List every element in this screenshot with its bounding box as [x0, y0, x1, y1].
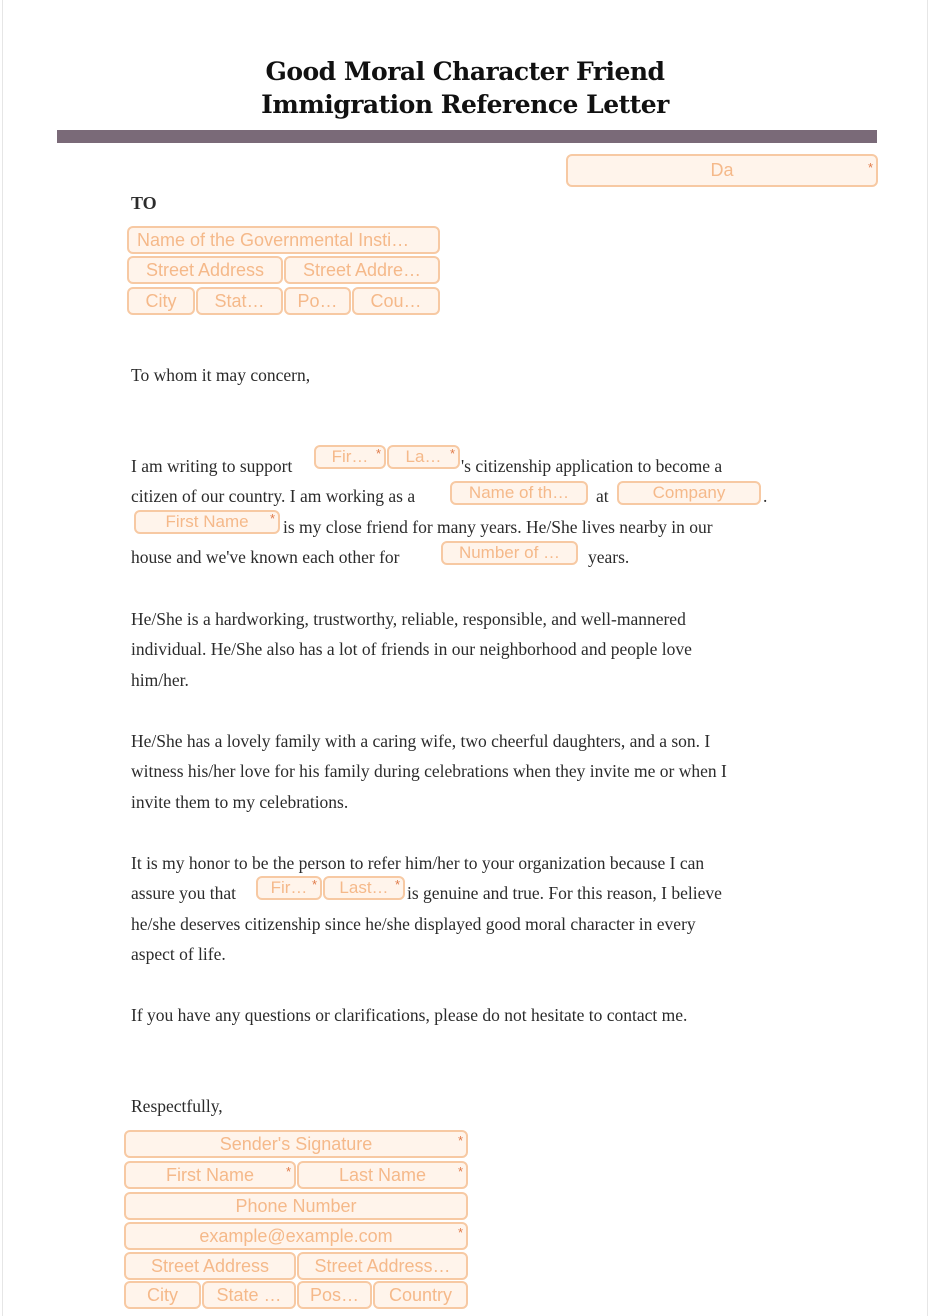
- years-known-field[interactable]: Number of …: [441, 541, 578, 565]
- sender-first-name-field[interactable]: First Name *: [124, 1161, 296, 1189]
- recipient-city-field[interactable]: City: [127, 287, 195, 315]
- p1-text-b: 's citizenship application to become a: [461, 456, 723, 476]
- p1-text-e: .: [763, 486, 768, 506]
- sender-city-field[interactable]: City: [124, 1281, 201, 1309]
- sender-country-field[interactable]: Country: [373, 1281, 468, 1309]
- sender-street1-field[interactable]: Street Address: [124, 1252, 296, 1280]
- sender-street2-field[interactable]: Street Address…: [297, 1252, 468, 1280]
- recipient-street1-field[interactable]: Street Address: [127, 256, 283, 284]
- p1-text-g: is my close friend for many years. He/She lives nearby in our: [283, 517, 713, 537]
- occupation-field[interactable]: Name of th…: [450, 481, 588, 505]
- p1-text-d: at: [596, 486, 609, 506]
- p1-text-i: years.: [588, 547, 630, 567]
- p3-line: invite them to my celebrations.: [131, 792, 349, 812]
- greeting: To whom it may concern,: [131, 365, 311, 385]
- recipient-postal-field[interactable]: Po…: [284, 287, 351, 315]
- to-label: TO: [131, 193, 157, 213]
- sender-phone-field[interactable]: Phone Number: [124, 1192, 468, 1220]
- friend-first-name-field[interactable]: First Name *: [134, 510, 280, 534]
- sender-last-name-field[interactable]: Last Name *: [297, 1161, 468, 1189]
- title-line-1: Good Moral Character Friend: [265, 57, 665, 86]
- closing: Respectfully,: [131, 1096, 223, 1116]
- sender-postal-field[interactable]: Pos…: [297, 1281, 372, 1309]
- p3-line: witness his/her love for his family during celebrations when they invite me or when I: [131, 761, 727, 781]
- p4-text-e: aspect of life.: [131, 944, 226, 964]
- p4-text-d: he/she deserves citizenship since he/she displayed good moral character in every: [131, 914, 696, 934]
- title-divider: [57, 130, 877, 143]
- document-title: [0, 55, 930, 121]
- p1-text-c: citizen of our country. I am working as a: [131, 486, 416, 506]
- recipient-state-field[interactable]: Stat…: [196, 287, 283, 315]
- p4-text-c: is genuine and true. For this reason, I believe: [407, 883, 722, 903]
- sender-email-field[interactable]: example@example.com *: [124, 1222, 468, 1250]
- recipient-institution-field[interactable]: Name of the Governmental Insti…: [127, 226, 440, 254]
- candidate-last-name-field[interactable]: La… *: [387, 445, 460, 469]
- recipient-country-field[interactable]: Cou…: [352, 287, 440, 315]
- candidate-first-name-field[interactable]: Fir… *: [314, 445, 386, 469]
- p2-line: him/her.: [131, 670, 189, 690]
- sender-state-field[interactable]: State …: [202, 1281, 296, 1309]
- p5: If you have any questions or clarifications, please do not hesitate to contact me.: [131, 1005, 688, 1025]
- title-line-2: Immigration Reference Letter: [261, 90, 669, 119]
- sender-signature-field[interactable]: Sender's Signature *: [124, 1130, 468, 1158]
- candidate-last-name-field-2[interactable]: Last… *: [323, 876, 405, 900]
- p1-text-h: house and we've known each other for: [131, 547, 400, 567]
- recipient-street2-field[interactable]: Street Addre…: [284, 256, 440, 284]
- p4-text-a: It is my honor to be the person to refer him/her to your organization because I can: [131, 853, 705, 873]
- p1-text-a: I am writing to support: [131, 456, 293, 476]
- date-field[interactable]: Da *: [566, 154, 878, 187]
- company-field[interactable]: Company: [617, 481, 761, 505]
- candidate-first-name-field-2[interactable]: Fir… *: [256, 876, 322, 900]
- p3-line: He/She has a lovely family with a caring wife, two cheerful daughters, and a son. I: [131, 731, 711, 751]
- p2-line: individual. He/She also has a lot of friends in our neighborhood and people love: [131, 639, 692, 659]
- p2-line: He/She is a hardworking, trustworthy, reliable, responsible, and well-mannered: [131, 609, 686, 629]
- p4-text-b: assure you that: [131, 883, 236, 903]
